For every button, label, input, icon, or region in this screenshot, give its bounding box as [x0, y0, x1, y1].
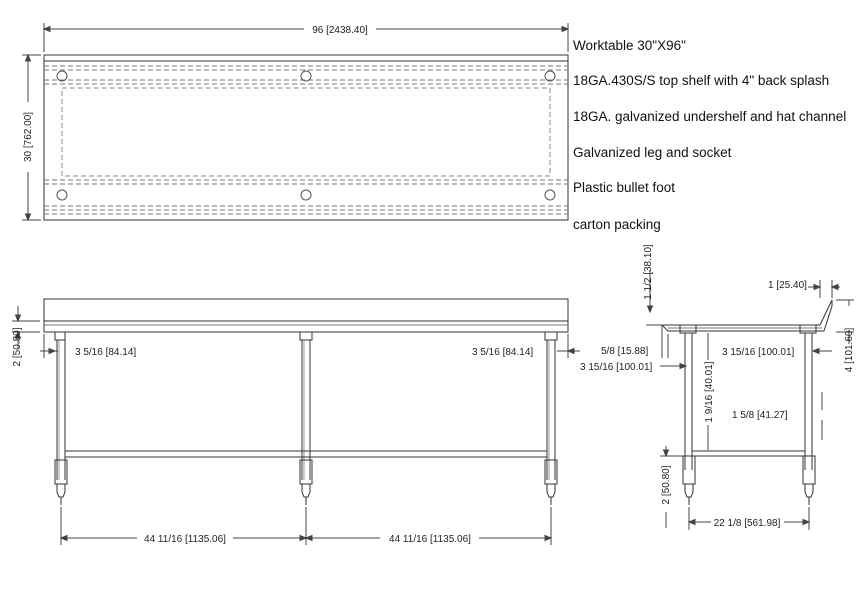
front-span-left-label: 44 11/16 [1135.06]: [144, 534, 226, 545]
top-depth-label: 30 [762.00]: [23, 111, 34, 163]
front-span-right-label: 44 11/16 [1135.06]: [389, 534, 471, 545]
side-leg-upper-label: 1 9/16 [40.01]: [704, 361, 715, 423]
spec-foot: Plastic bullet foot: [573, 180, 676, 195]
top-width-dimension: [44, 23, 568, 52]
front-foot-height-label: 2 [50.80]: [12, 327, 23, 367]
leg: [545, 332, 557, 505]
side-top-shelf: [662, 300, 832, 331]
top-view-outline: [44, 55, 568, 220]
side-leg-span-label: 22 1/8 [561.98]: [713, 518, 781, 529]
side-splash-edge-dimension: [808, 280, 840, 298]
front-top-shelf: [44, 321, 568, 332]
side-offset-left-label: 3 15/16 [100.01]: [580, 362, 653, 373]
front-undershelf: [65, 451, 547, 457]
leg-circle: [57, 190, 67, 200]
side-undershelf: [692, 451, 805, 456]
side-view: [646, 270, 854, 530]
side-foot-height-label: 2 [50.80]: [661, 465, 672, 505]
side-offset-right-label: 3 15/16 [100.01]: [722, 347, 795, 358]
side-leg-left: [680, 325, 696, 505]
top-view-legs: [57, 71, 555, 200]
spec-worktable-size: Worktable 30"X96": [573, 38, 686, 53]
leg-circle: [301, 190, 311, 200]
leg: [55, 332, 67, 505]
side-splash-top-label: 1 1/2 [38.10]: [643, 244, 654, 300]
side-offset-dimension-right: [813, 349, 832, 354]
front-offset-right-label: 3 5/16 [84.14]: [472, 347, 534, 358]
spec-packing: carton packing: [573, 217, 661, 232]
top-width-label: 96 [2438.40]: [312, 25, 368, 36]
side-shelf-lip-label: 5/8 [15.88]: [601, 346, 649, 357]
front-span-dimension: [61, 507, 551, 545]
front-backsplash: [44, 299, 568, 321]
side-offset-dimension-left: [660, 364, 686, 369]
side-splash-height-label: 4 [101.60]: [844, 327, 855, 373]
side-leg-right: [800, 325, 816, 505]
side-splash-edge-label: 1 [25.40]: [768, 280, 807, 291]
spec-leg: Galvanized leg and socket: [573, 145, 732, 160]
top-view-hat-channel-front: [44, 180, 568, 214]
front-view: [12, 299, 580, 545]
front-offset-left-label: 3 5/16 [84.14]: [75, 347, 137, 358]
front-offset-dimension-right: [557, 334, 580, 358]
top-view: [22, 23, 568, 220]
top-view-undershelf: [62, 88, 550, 176]
spec-undershelf: 18GA. galvanized undershelf and hat channel: [573, 109, 847, 124]
leg: [300, 332, 312, 505]
spec-top-shelf: 18GA.430S/S top shelf with 4" back splash: [573, 73, 830, 88]
side-hat-channel-label: 1 5/8 [41.27]: [732, 410, 788, 421]
leg-circle: [301, 71, 311, 81]
leg-circle: [545, 190, 555, 200]
